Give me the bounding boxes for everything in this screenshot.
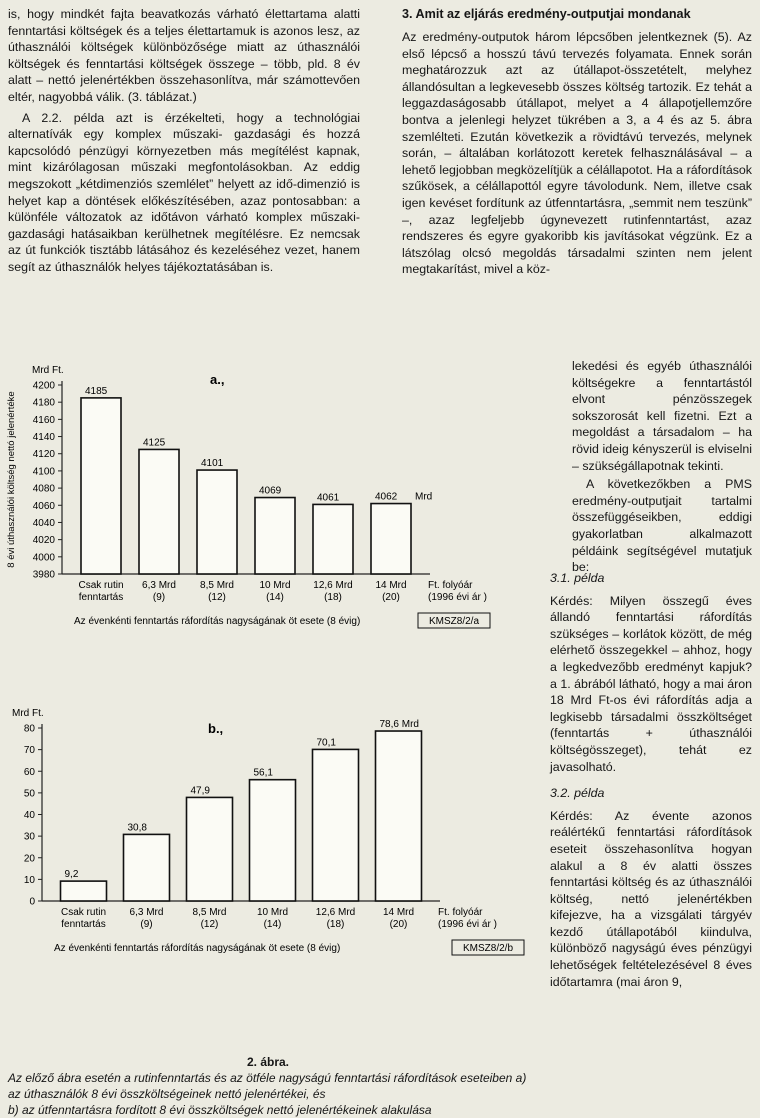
category-label: (20) — [382, 592, 400, 603]
category-label: Csak rutin — [60, 907, 107, 918]
category-label: (9) — [140, 919, 153, 930]
caption-line-1: Az előző ábra esetén a rutinfenntartás és az ötféle nagyságú fenntartási ráfordítások eseteiben a) az úthasználók 8 évi összköltségeinek nettó jelenértékei, és — [8, 1071, 527, 1101]
y-tick-label: 80 — [23, 723, 35, 735]
bar — [124, 834, 170, 901]
category-label: 6,3 Mrd — [129, 907, 164, 918]
category-label: (14) — [263, 919, 282, 930]
example-2-text: Kérdés: Az évente azonos reálértékű fenntartási ráfordítások eseteit összehasonlítva hogyan alakul a 8 év alatti összes fenntartási költség és az úthasználói költség, nettó jelenértékben kifejezve, ha a vizsgálati tárgyév kezdő útállapotából kiindulva, különböző nagyságú éves pénzügyi lehetőségek feltételezésével 8 éves időtartamra (mai áron 9, — [550, 808, 752, 989]
panel-label: a., — [210, 372, 225, 387]
category-label: (12) — [208, 592, 226, 603]
right-paragraph-2: A következőkben a PMS eredmény-outputjait tartalmi összefüggéseikben, eddigi gyakorlatban alkalmazott példáink segítségével mutatjuk be: — [572, 477, 752, 575]
bar-value-label: 9,2 — [64, 869, 79, 881]
x-axis-note: (1996 évi ár ) — [438, 919, 497, 930]
category-label: 8,5 Mrd — [192, 907, 227, 918]
category-label: 14 Mrd — [375, 580, 407, 591]
y-tick-label: 4200 — [32, 380, 55, 392]
x-axis-label: Az évenkénti fenntartás ráfordítás nagyságának öt esete (8 évig) — [54, 943, 341, 954]
y-tick-label: 4140 — [32, 432, 55, 444]
figure-number: 2. ábra. — [246, 1055, 290, 1069]
y-tick-label: 4120 — [32, 449, 55, 461]
bar-value-label: 4185 — [85, 385, 108, 397]
category-label: fenntartás — [78, 592, 124, 603]
figure-code: KMSZ8/2/a — [428, 616, 480, 627]
bar-value-label: 4125 — [143, 437, 166, 449]
figure-caption — [8, 1054, 528, 1118]
y-tick-label: 30 — [23, 831, 35, 843]
x-axis-label: Az évenkénti fenntartás ráfordítás nagyságának öt esete (8 évig) — [74, 616, 361, 627]
panel-label: b., — [208, 721, 224, 736]
y-tick-label: 40 — [23, 810, 35, 821]
bar — [187, 797, 233, 901]
y-tick-label: 4100 — [32, 466, 55, 478]
y-tick-label: 4040 — [32, 517, 55, 529]
section-heading: 3. Amit az eljárás eredmény-outputjai mondanak — [402, 7, 691, 21]
bar — [313, 749, 359, 901]
bar — [139, 449, 179, 574]
bar-value-label: 56,1 — [253, 767, 273, 779]
category-label: 12,6 Mrd — [313, 580, 353, 591]
bar-value-label: 4061 — [317, 492, 340, 504]
bar-value-label: 4069 — [259, 485, 282, 497]
bar-value-label: 30,8 — [127, 822, 147, 834]
y-tick-label: 4060 — [32, 500, 55, 512]
y-axis-label: 8 évi úthasználói költség nettó jelenértéke — [6, 391, 17, 568]
y-tick-label: 3980 — [32, 569, 55, 581]
example-1-title: 3.1. példa — [550, 571, 605, 585]
bar — [255, 498, 295, 574]
category-label: (12) — [200, 919, 219, 930]
category-label: Csak rutin — [78, 580, 124, 591]
category-label: (9) — [152, 592, 166, 603]
y-tick-label: 4180 — [32, 397, 55, 409]
bar-value-label: 70,1 — [316, 737, 336, 749]
y-tick-label: 4020 — [32, 535, 55, 547]
x-axis-note: Ft. folyóár — [438, 907, 483, 918]
category-label: 14 Mrd — [382, 907, 415, 918]
category-label: 6,3 Mrd — [142, 580, 176, 591]
caption-line-2: b) az útfenntartásra fordított 8 évi összköltségek nettó jelenértékeinek alakulása — [8, 1103, 432, 1117]
y-tick-label: 50 — [23, 788, 35, 800]
chart-b — [0, 703, 545, 1048]
x-axis-note: (1996 évi ár ) — [428, 592, 487, 603]
bar-value-label: 47,9 — [190, 785, 210, 797]
y-axis-unit: Mrd Ft. — [12, 708, 44, 719]
category-label: 12,6 Mrd — [315, 907, 356, 918]
figure-code: KMSZ8/2/b — [462, 943, 514, 954]
category-label: (14) — [266, 592, 284, 603]
bar — [250, 780, 296, 901]
category-label: 10 Mrd — [259, 580, 291, 591]
right-column-examples — [550, 570, 752, 990]
left-paragraph-1: is, hogy mindkét fajta beavatkozás várható élettartama alatti fenntartási költségek és a teljes élettartamuk is azonos lesz, az úthasználói költségek különbözősége miatt az úthasználói költségek és fenntartási költségek összege – több, pld. 8 év alatt – nettó jelenértékben összehasonlítva, már számottevően eltér, nagyobbá válik. (3. táblázat.) — [8, 7, 360, 104]
y-tick-label: 4160 — [32, 414, 55, 426]
value-unit-label: Mrd — [415, 491, 433, 503]
y-tick-label: 60 — [23, 766, 35, 778]
y-tick-label: 20 — [23, 853, 35, 865]
left-paragraph-2: A 2.2. példa azt is érzékelteti, hogy a technológiai alternatívák egy komplex műszaki- gazdasági és hozzá kapcsolódó pénzügyi környezetben más megítélést kapnak, mint kizárólagosan műszaki megfontolásokban. Az eddig megszokott „kétdimenziós szemlélet” helyett az idő-dimenzió is helyet kap a döntések előkészítésében, azaz pontosabban: a különféle változatok az időtávon várható komplex műszaki-gazdasági hatásaikban kerülhetnek megítélésre. Ez nemcsak az út funkciók tisztább látásához és kezeléséhez vezet, hanem segít az úthasználók helyes tájékoztatásában is. — [8, 110, 360, 274]
category-label: (18) — [324, 592, 342, 603]
bar — [313, 504, 353, 574]
left-column — [8, 6, 360, 276]
right-column-top — [402, 6, 752, 278]
bar — [376, 731, 422, 901]
y-axis-unit: Mrd Ft. — [32, 365, 64, 376]
bar — [197, 470, 237, 574]
chart-a — [0, 352, 545, 642]
x-axis-note: Ft. folyóár — [428, 580, 473, 591]
example-2-title: 3.2. példa — [550, 786, 605, 801]
category-label: fenntartás — [61, 919, 106, 930]
y-tick-label: 4000 — [32, 552, 55, 564]
y-tick-label: 0 — [29, 896, 35, 908]
bar — [371, 504, 411, 574]
category-label: (18) — [326, 919, 345, 930]
y-tick-label: 70 — [23, 745, 35, 757]
right-column-middle — [572, 358, 752, 576]
y-tick-label: 10 — [23, 874, 35, 886]
category-label: (20) — [389, 919, 408, 930]
bar-value-label: 4062 — [375, 491, 398, 503]
example-1-text: Kérdés: Milyen összegű éves állandó fenntartási ráfordítás szükséges – korlátok között, de még elérhető összegekkel – ahhoz, hogy a legkedvezőbb eredményt kapjuk? a 1. ábrából látható, hogy a mai áron 18 Mrd Ft-os évi ráfordítás adja a legkisebb társadalmi összköltséget (fenntartás + úthasználói költségösszeget), tehát ez javasolható. — [550, 593, 752, 774]
bar — [81, 398, 121, 574]
category-label: 10 Mrd — [256, 907, 289, 918]
bar — [61, 881, 107, 901]
y-tick-label: 4080 — [32, 483, 55, 495]
right-paragraph-1: Az eredmény-outputok három lépcsőben jelentkeznek (5). Az első lépcső a hosszú távú tervezés folyamata. Ennek során meghatározzuk azt az útállapot-összetételt, melyhez állandósultan a legkevesebb összes költség tartozik. Ez tehát a leggazdaságosabb útállapot, melyet a 4 állapotjellemzőre bontva a jelenlegi helyzet tükrében a 3, a 4 és az 5. ábra szemlélteti. Ezután következik a rövidtávú tervezés, melynek során, – általában korlátozott keretek felhasználásával – a lehető legjobban megközelítjük a célállapotot. Ha a ráfordítások szűkösek, a célállapottól egyre távolodunk. Nem, illetve csak igen kevéset fordítunk az útfenntartásra, „semmit nem teszünk” –, azaz legfeljebb úgynevezett rutinfenntartást, azaz rendszeres és egyre gyakoribb kis javításokat végzünk. Ez a látszólag olcsó megoldás társadalmi szinten nem jelent megtakarítást, mivel a köz- — [402, 30, 752, 277]
bar-value-label: 78,6 Mrd — [379, 719, 419, 731]
category-label: 8,5 Mrd — [200, 580, 234, 591]
bar-value-label: 4101 — [201, 458, 224, 470]
right-paragraph-1-continued: lekedési és egyéb úthasználói költségekre a fenntartástól elvont pénzösszegek sokszorosát kell fizetni. Ezt a megoldást a társadalom – ha rövid ideig kényszerül is elviselni – szükségállapotnak tekinti. — [572, 359, 752, 473]
